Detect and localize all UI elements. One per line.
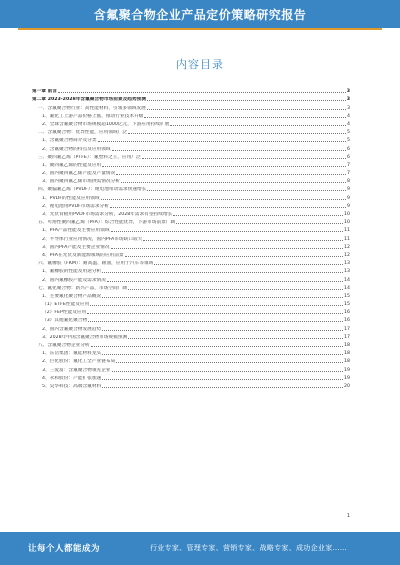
table-of-contents [32,86,350,389]
toc-leader-dots [116,362,343,363]
toc-entry[interactable] [32,323,350,331]
toc-entry-page: 17 [344,334,350,340]
toc-entry[interactable] [32,152,350,160]
toc-entry[interactable] [32,209,350,217]
toc-entry-text: 2、半导体行业应用情况，国内PFA市场缺口较大 [42,236,143,242]
toc-leader-dots [128,133,346,134]
footer-brand: 让每个人都能成为 [28,544,101,554]
toc-entry[interactable] [32,135,350,143]
toc-entry[interactable] [32,192,350,200]
toc-leader-dots [147,109,346,110]
page-number: 1 [346,513,350,519]
toc-entry[interactable] [32,160,350,168]
toc-entry-text: 3、光伏背板用PVDF市场需求分析，2028年需求有望持续增长 [42,212,173,217]
toc-leader-dots [111,248,343,249]
toc-leader-dots [142,158,346,159]
toc-leader-dots [143,240,343,241]
toc-entry[interactable] [32,258,350,266]
toc-entry-page: 16 [344,310,350,316]
toc-entry[interactable] [32,340,350,348]
toc-leader-dots [147,190,346,191]
toc-entry-page: 18 [344,359,350,365]
toc-leader-dots [91,346,343,347]
toc-leader-dots [125,256,343,257]
toc-leader-dots [176,223,343,224]
toc-entry-text: 一、含氟聚合物行业：高性能材料，引领多领域发展 [38,105,146,111]
toc-entry[interactable] [32,364,350,372]
toc-entry-text: 三、聚四氟乙烯（PTFE）：氟塑料之王，应用广泛 [38,154,141,160]
report-title: 含氟聚合物企业产品定价策略研究报告 [93,8,307,22]
toc-entry-page: 11 [344,228,350,234]
toc-entry[interactable] [32,225,350,233]
toc-entry-text: 2、锂电池用PVDF市场需求分析 [42,203,109,209]
header-bar [0,0,400,28]
toc-entry[interactable] [32,348,350,356]
toc-entry-page: 3 [347,105,350,111]
toc-entry[interactable] [32,102,350,110]
toc-entry[interactable] [32,266,350,274]
toc-entry-page: 9 [347,187,350,193]
toc-entry-page: 9 [347,195,350,201]
toc-entry[interactable] [32,299,350,307]
toc-entry-text: 四、聚偏氟乙烯（PVDF）：锂电池带动需求快速增长 [38,187,147,193]
toc-entry-text: 1、氟橡胶的性能及用途分析 [42,269,102,275]
toc-entry-page: 3 [346,89,350,95]
toc-entry-page: 13 [344,269,350,275]
toc-leader-dots [102,354,343,355]
toc-entry-text: 第一章 前言 [32,89,58,95]
toc-leader-dots [110,207,346,208]
toc-entry-text: 八、含氟聚合物企业分析 [38,343,90,348]
toc-entry[interactable] [32,111,350,119]
toc-entry[interactable] [32,381,350,389]
toc-entry-text: 2、国内聚四氟乙烯产能及产量情况 [42,171,116,177]
toc-entry-page: 6 [347,154,350,160]
toc-entry[interactable] [32,127,350,135]
toc-entry[interactable] [32,315,350,323]
toc-entry-text: 3、国内聚四氟乙烯市场供需情况分析 [42,179,120,185]
toc-entry[interactable] [32,242,350,250]
toc-entry-text: 4、PFA在光伏及新能源领域的应用前景 [42,252,124,258]
toc-entry-text: 1、PVDF的性能及应用领域 [42,195,100,201]
toc-entry-text: 第二章 2023-2028年含氟聚合物市场前景及趋势预测 [32,97,147,103]
toc-entry-page: 7 [347,162,350,168]
toc-leader-dots [173,215,343,216]
toc-leader-dots [102,379,343,380]
toc-heading: 内容目录 [176,58,224,71]
toc-entry-text: （1）ETFE性能及应用 [42,302,90,308]
toc-entry-page: 12 [344,252,350,258]
toc-leader-dots [102,272,343,273]
toc-entry-text: 1、氟化工上游产品价格上涨，推动行业技术升级 [42,113,144,119]
toc-entry-text: 1、主要氟化聚合物产品概况 [42,293,102,299]
toc-entry-page: 15 [344,293,350,299]
toc-leader-dots [90,305,343,306]
toc-entry-page: 17 [344,326,350,332]
toc-entry[interactable] [32,291,350,299]
toc-entry[interactable] [32,373,350,381]
toc-entry-page: 4 [347,121,350,127]
toc-entry[interactable] [32,94,350,102]
toc-entry-text: 2、国内氟橡胶产能及需求情况 [42,277,106,283]
toc-entry-text: 3、三爱富：含氟聚合物领先企业 [42,367,111,373]
toc-entry-page: 6 [347,146,350,152]
toc-entry-text: 五、可熔性聚四氟乙烯（PFA）：综合性能优异，下游市场前景广阔 [38,220,176,226]
toc-entry-text: （2）FEP性能及应用 [42,310,87,316]
toc-entry-text: （3）其他氟化聚合物 [42,318,88,324]
toc-entry[interactable] [32,356,350,364]
toc-leader-dots [170,125,346,126]
toc-leader-dots [102,297,343,298]
toc-entry[interactable] [32,250,350,258]
toc-entry[interactable] [32,119,350,127]
toc-entry-text: 2、巨化股份：氟化工全产业链布局 [42,359,116,365]
toc-leader-dots [102,330,343,331]
toc-entry-page: 10 [344,212,350,217]
toc-entry[interactable] [32,201,350,209]
toc-entry-text: 七、氟化聚合物：新兴产品，市场空间广阔 [38,285,128,291]
toc-leader-dots [147,100,346,101]
toc-entry-page: 12 [344,244,350,250]
toc-leader-dots [128,338,343,339]
toc-entry-text: 1、PFA产品性能及主要应用领域 [42,228,110,234]
header-divider [18,28,382,30]
toc-entry-text: 1、聚四氟乙烯的性能及应用 [42,162,102,168]
toc-leader-dots [102,387,343,388]
toc-entry-page: 5 [347,130,350,136]
toc-leader-dots [102,166,346,167]
toc-entry-page: 5 [347,138,350,144]
footer-bar [0,532,400,565]
toc-entry[interactable] [32,217,350,225]
toc-entry[interactable] [32,176,350,184]
toc-entry-page: 9 [347,203,350,209]
toc-entry-text: 1、含氟聚合物简介及分类 [42,138,97,144]
toc-entry-page: 7 [347,171,350,177]
toc-leader-dots [128,289,343,290]
toc-entry-page: 19 [344,367,350,373]
toc-entry[interactable] [32,86,350,94]
toc-entry-text: 1、东岳集团：氟硅材料龙头 [42,351,102,357]
toc-leader-dots [111,231,343,232]
toc-entry-page: 3 [346,97,350,103]
toc-entry[interactable] [32,274,350,282]
toc-entry-page: 13 [344,261,350,267]
toc-entry-page: 19 [344,375,350,381]
toc-entry-text: 2、含氟聚合物的特点及应用领域 [42,146,111,152]
toc-entry[interactable] [32,168,350,176]
toc-entry[interactable] [32,233,350,241]
toc-entry-text: 二、含氟聚合物：优异性能，应用领域广泛 [38,130,128,136]
toc-entry-text: 3、2028年中国含氟聚合物市场规模预测 [42,334,128,340]
toc-entry-text: 2、全球含氟聚合物市场规模超1000亿元，下游应用持续扩展 [42,121,170,127]
toc-entry-text: 2、国内含氟聚合物发展趋势 [42,326,102,332]
toc-entry-page: 14 [344,277,350,283]
toc-entry-text: 5、昊华科技：高端含氟材料 [42,383,102,389]
toc-entry-page: 10 [344,220,350,226]
toc-entry[interactable] [32,184,350,192]
toc-entry-page: 4 [347,113,350,119]
toc-leader-dots [116,174,346,175]
toc-entry-text: 4、永和股份：产能扩张加速 [42,375,102,381]
toc-entry[interactable] [32,307,350,315]
toc-leader-dots [101,199,347,200]
toc-leader-dots [112,371,343,372]
toc-leader-dots [121,182,346,183]
toc-leader-dots [107,281,343,282]
footer-slogan: 行业专家、管理专家、营销专家、战略专家、成功企业家…… [150,544,348,552]
toc-leader-dots [112,150,346,151]
toc-entry-page: 15 [344,302,350,308]
toc-entry-text: 3、国内PFA产能及主要企业情况 [42,244,110,250]
toc-leader-dots [58,92,346,93]
toc-leader-dots [144,117,346,118]
toc-entry-page: 16 [344,318,350,324]
toc-entry[interactable] [32,143,350,151]
toc-leader-dots [87,313,343,314]
toc-leader-dots [154,264,343,265]
toc-leader-dots [98,141,346,142]
toc-entry-page: 20 [344,383,350,389]
toc-entry[interactable] [32,332,350,340]
toc-entry-page: 18 [344,343,350,348]
toc-entry-page: 18 [344,351,350,357]
toc-entry-page: 11 [344,236,350,242]
toc-entry-text: 六、氟橡胶（FKM）：耐高温、耐油，应用于汽车等领域 [38,261,154,267]
toc-entry-page: 14 [344,285,350,291]
toc-entry[interactable] [32,283,350,291]
toc-entry-page: 8 [347,179,350,185]
toc-leader-dots [88,321,343,322]
